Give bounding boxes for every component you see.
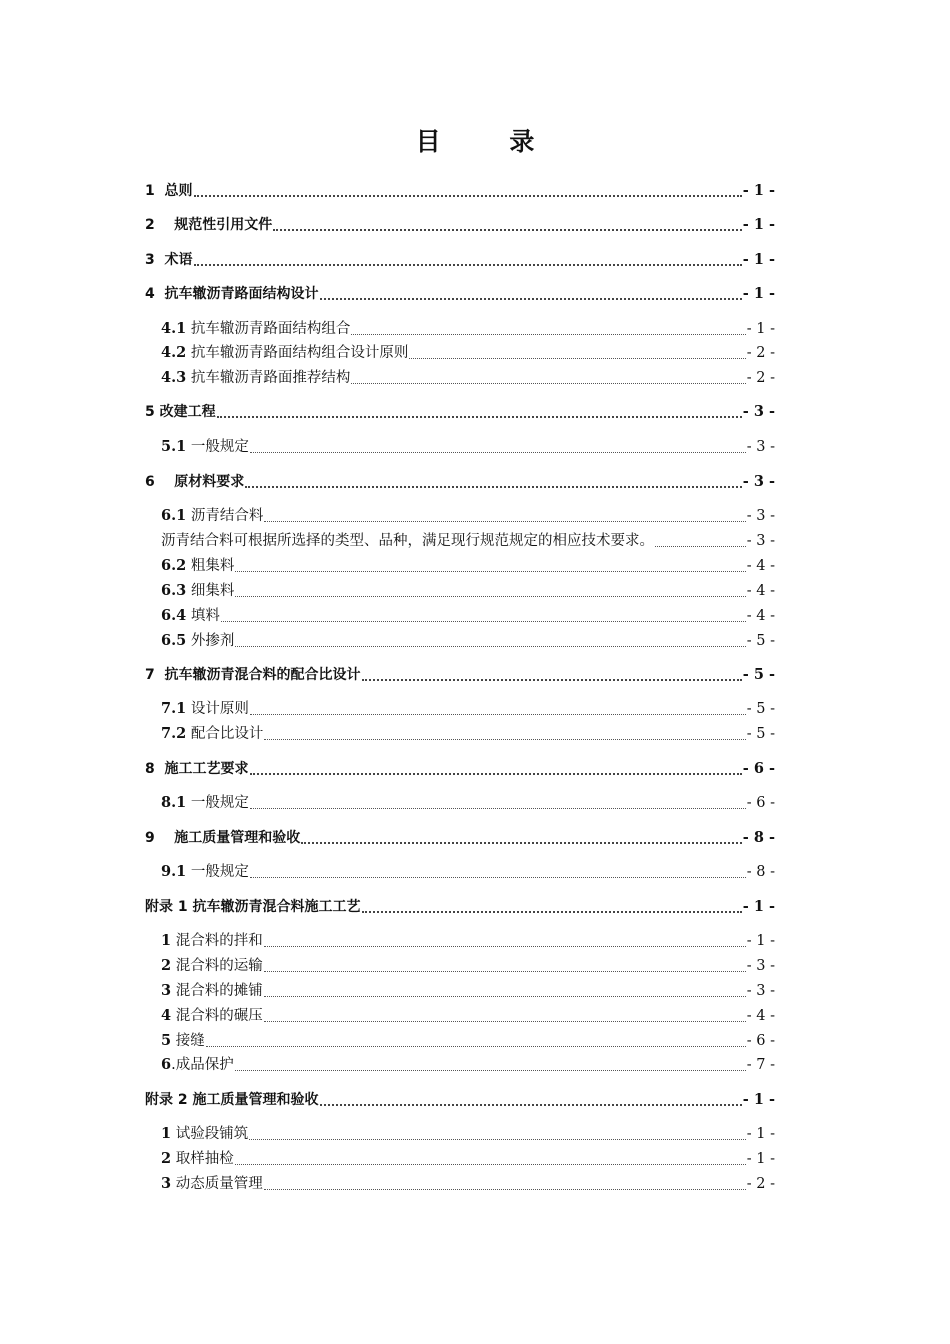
dot-leader xyxy=(264,971,746,972)
toc-entry-label xyxy=(145,401,216,423)
toc-entry[interactable] xyxy=(145,1089,775,1111)
toc-entry-text: 9 施工质量管理和验收 xyxy=(145,830,301,846)
toc-entry[interactable] xyxy=(145,401,775,423)
toc-entry-page: - 3 - xyxy=(746,439,775,455)
dot-leader xyxy=(264,1021,746,1022)
toc-entry-text: 7 抗车辙沥青混合料的配合比设计 xyxy=(145,667,361,683)
toc-entry-label xyxy=(161,1148,234,1170)
toc-entry-page: - 1 - xyxy=(746,933,775,949)
toc-entry-text: 6 原材料要求 xyxy=(145,474,245,490)
toc-entry-number: 1 xyxy=(161,932,172,949)
toc-entry-page: - 1 - xyxy=(746,1126,775,1142)
toc-entry-page: - 1 - xyxy=(742,285,775,302)
dot-leader xyxy=(264,946,746,947)
toc-entry-page: - 4 - xyxy=(746,558,775,574)
toc-entry[interactable] xyxy=(145,249,775,271)
toc-entry-page: - 5 - xyxy=(746,701,775,717)
dot-leader xyxy=(264,1189,746,1190)
toc-entry-page: - 1 - xyxy=(742,1091,775,1108)
toc-entry-page: - 1 - xyxy=(742,216,775,233)
toc-entry-page: - 2 - xyxy=(746,1176,775,1192)
toc-entry-label xyxy=(161,1030,205,1052)
toc-entry-label xyxy=(161,630,234,652)
toc-entry-number: 1 xyxy=(161,1125,172,1142)
dot-leader xyxy=(245,486,742,488)
toc-entry[interactable] xyxy=(145,664,775,686)
dot-leader xyxy=(362,911,742,913)
dot-leader xyxy=(362,679,742,681)
dot-leader xyxy=(409,358,745,359)
toc-entry-page: - 8 - xyxy=(742,829,775,846)
toc-entry[interactable] xyxy=(161,1173,775,1195)
toc-entry-page: - 3 - xyxy=(746,508,775,524)
toc-entry-label xyxy=(145,471,244,493)
toc-entry-page: - 3 - xyxy=(746,983,775,999)
toc-entry-page: - 3 - xyxy=(742,403,775,420)
toc-entry-label xyxy=(145,214,272,236)
dot-leader xyxy=(249,1139,746,1140)
dot-leader xyxy=(206,1046,746,1047)
toc-entry-number: 8.1 xyxy=(161,794,187,811)
toc-entry-label xyxy=(145,758,249,780)
toc-entry[interactable] xyxy=(161,980,775,1002)
toc-entry-label xyxy=(161,723,263,745)
toc-entry-number: 7.2 xyxy=(161,725,187,742)
toc-entry-text: 3 术语 xyxy=(145,252,193,268)
toc-entry-label xyxy=(161,1123,248,1145)
toc-entry-text: 附录 1 抗车辙沥青混合料施工工艺 xyxy=(145,899,361,915)
toc-entry-text: 设计原则 xyxy=(186,701,249,717)
toc-entry-label xyxy=(161,318,350,340)
dot-leader xyxy=(264,521,745,522)
toc-entry[interactable] xyxy=(145,896,775,918)
toc-entry-label xyxy=(161,555,234,577)
toc-entry[interactable] xyxy=(161,698,775,720)
toc-entry-page: - 6 - xyxy=(746,795,775,811)
toc-entry[interactable] xyxy=(161,723,775,745)
toc-entry-label xyxy=(161,505,263,527)
dot-leader xyxy=(194,195,742,197)
toc-entry-text: 动态质量管理 xyxy=(171,1176,263,1192)
toc-entry-page: - 1 - xyxy=(742,182,775,199)
toc-entry-number: 5.1 xyxy=(161,438,187,455)
toc-entry[interactable] xyxy=(145,827,775,849)
toc-entry[interactable] xyxy=(145,471,775,493)
toc-entry[interactable] xyxy=(161,505,775,527)
toc-entry-page: - 3 - xyxy=(746,958,775,974)
toc-entry-page: - 2 - xyxy=(746,345,775,361)
toc-entry-text: 混合料的摊铺 xyxy=(171,983,263,999)
toc-entry-number: 5 xyxy=(161,1032,172,1049)
toc-entry-label xyxy=(161,980,263,1002)
toc-entry-label xyxy=(161,605,220,627)
toc-entry[interactable] xyxy=(161,555,775,577)
toc-entry-text: .成品保护 xyxy=(171,1057,234,1073)
toc-entry-text: 一般规定 xyxy=(186,795,249,811)
toc-entry-text: 抗车辙沥青路面结构组合 xyxy=(186,321,351,337)
toc-entry-text: 试验段铺筑 xyxy=(171,1126,249,1142)
toc-entry-text: 细集料 xyxy=(186,583,235,599)
dot-leader xyxy=(235,1164,746,1165)
toc-entry-number: 4.2 xyxy=(161,344,187,361)
toc-entry[interactable] xyxy=(161,930,775,952)
dot-leader xyxy=(250,808,746,809)
dot-leader xyxy=(273,229,742,231)
toc-entry-number: 6.2 xyxy=(161,557,187,574)
toc-entry[interactable] xyxy=(161,530,775,552)
toc-entry-label xyxy=(145,827,300,849)
toc-entry[interactable] xyxy=(161,955,775,977)
toc-entry-label xyxy=(145,180,193,202)
toc-entry-number: 2 xyxy=(161,957,172,974)
toc-entry[interactable] xyxy=(161,605,775,627)
toc-entry[interactable] xyxy=(145,758,775,780)
toc-entry-page: - 7 - xyxy=(746,1057,775,1073)
toc-entry-number: 9.1 xyxy=(161,863,187,880)
toc-entry-text: 沥青结合料 xyxy=(186,508,264,524)
toc-entry-text: 4 抗车辙沥青路面结构设计 xyxy=(145,286,319,302)
toc-entry-label xyxy=(161,1173,263,1195)
toc-entry-label xyxy=(161,1054,234,1076)
toc-entry-number: 6.3 xyxy=(161,582,187,599)
toc-entry-label xyxy=(161,861,249,883)
toc-entry-page: - 5 - xyxy=(746,726,775,742)
dot-leader xyxy=(264,996,746,997)
toc-entry-text: 外掺剂 xyxy=(186,633,235,649)
toc-entry-text: 附录 2 施工质量管理和验收 xyxy=(145,1092,319,1108)
toc-entry-text: 8 施工工艺要求 xyxy=(145,761,249,777)
toc-entry-text: 混合料的拌和 xyxy=(171,933,263,949)
toc-entry-page: - 4 - xyxy=(746,608,775,624)
toc-entry-text: 5 改建工程 xyxy=(145,404,216,420)
toc-entry-label xyxy=(161,530,654,552)
toc-entry-text: 混合料的碾压 xyxy=(171,1008,263,1024)
toc-entry-number: 6.1 xyxy=(161,507,187,524)
dot-leader xyxy=(250,877,746,878)
toc-entry-label xyxy=(161,342,408,364)
toc-entry-page: - 5 - xyxy=(742,666,775,683)
toc-entry-label xyxy=(145,249,193,271)
dot-leader xyxy=(301,842,742,844)
dot-leader xyxy=(351,334,745,335)
toc-entry-page: - 3 - xyxy=(746,533,775,549)
toc-entry-page: - 1 - xyxy=(742,898,775,915)
toc-entry-label xyxy=(161,792,249,814)
toc-entry-page: - 4 - xyxy=(746,583,775,599)
dot-leader xyxy=(235,571,745,572)
toc-entry[interactable] xyxy=(161,1123,775,1145)
toc-entry-page: - 5 - xyxy=(746,633,775,649)
toc-entry-number: 4.3 xyxy=(161,369,187,386)
toc-entry-page: - 6 - xyxy=(742,760,775,777)
toc-entry-label xyxy=(161,436,249,458)
toc-entry-text: 2 规范性引用文件 xyxy=(145,217,273,233)
toc-entry-text: 1 总则 xyxy=(145,183,193,199)
toc-entry-page: - 1 - xyxy=(746,321,775,337)
toc-entry-number: 3 xyxy=(161,982,172,999)
toc-entry-number: 6.5 xyxy=(161,632,187,649)
toc-entry-page: - 2 - xyxy=(746,370,775,386)
toc-entry-text: 填料 xyxy=(186,608,220,624)
toc-entry-label xyxy=(145,896,361,918)
toc-entry[interactable] xyxy=(161,1030,775,1052)
toc-entry[interactable] xyxy=(161,1005,775,1027)
toc-entry-label xyxy=(161,698,249,720)
toc-entry[interactable] xyxy=(161,792,775,814)
toc-entry-number: 6 xyxy=(161,1056,172,1073)
toc-entry-label xyxy=(145,1089,319,1111)
toc-entry-page: - 4 - xyxy=(746,1008,775,1024)
toc-entry-label xyxy=(145,664,361,686)
toc-entry[interactable] xyxy=(161,861,775,883)
dot-leader xyxy=(235,1070,746,1071)
dot-leader xyxy=(655,546,746,547)
dot-leader xyxy=(320,1104,742,1106)
toc-entry-label xyxy=(161,1005,263,1027)
toc-entry-page: - 1 - xyxy=(742,251,775,268)
dot-leader xyxy=(194,264,742,266)
dot-leader xyxy=(264,739,745,740)
toc-entry-text: 配合比设计 xyxy=(186,726,264,742)
dot-leader xyxy=(320,298,742,300)
toc-entry[interactable] xyxy=(161,342,775,364)
toc-entry[interactable] xyxy=(161,1054,775,1076)
toc-entry-text: 接缝 xyxy=(171,1033,205,1049)
toc-entry-page: - 3 - xyxy=(742,473,775,490)
toc-entry-number: 3 xyxy=(161,1175,172,1192)
toc-entry[interactable] xyxy=(145,214,775,236)
toc-entry[interactable] xyxy=(161,1148,775,1170)
dot-leader xyxy=(250,714,746,715)
toc-entry-text: 抗车辙沥青路面结构组合设计原则 xyxy=(186,345,409,361)
toc-entry-label xyxy=(161,955,263,977)
dot-leader xyxy=(217,416,742,418)
toc-entry-label xyxy=(161,367,350,389)
toc-entry[interactable] xyxy=(161,630,775,652)
toc-entry-text: 一般规定 xyxy=(186,864,249,880)
toc-entry[interactable] xyxy=(161,436,775,458)
toc-entry-page: - 6 - xyxy=(746,1033,775,1049)
toc-entry-number: 6.4 xyxy=(161,607,187,624)
dot-leader xyxy=(221,621,746,622)
toc-entry-text: 沥青结合料可根据所选择的类型、品种，满足现行规范规定的相应技术要求。 xyxy=(161,533,654,549)
toc-entry-page: - 8 - xyxy=(746,864,775,880)
dot-leader xyxy=(250,773,742,775)
toc-entry[interactable] xyxy=(145,283,775,305)
dot-leader xyxy=(351,383,745,384)
toc-entry-text: 混合料的运输 xyxy=(171,958,263,974)
toc-entry-text: 粗集料 xyxy=(186,558,235,574)
dot-leader xyxy=(235,646,745,647)
dot-leader xyxy=(250,452,746,453)
toc-entry[interactable] xyxy=(145,180,775,202)
toc-entry-text: 取样抽检 xyxy=(171,1151,234,1167)
toc-entry-number: 4.1 xyxy=(161,320,187,337)
toc-entry-label xyxy=(161,580,234,602)
toc-entry[interactable] xyxy=(161,367,775,389)
toc-entry-label xyxy=(161,930,263,952)
toc-entry[interactable] xyxy=(161,318,775,340)
toc-entry-number: 7.1 xyxy=(161,700,187,717)
dot-leader xyxy=(235,596,745,597)
toc-entry-label xyxy=(145,283,319,305)
toc-entry[interactable] xyxy=(161,580,775,602)
toc-entry-page: - 1 - xyxy=(746,1151,775,1167)
toc-entry-number: 4 xyxy=(161,1007,172,1024)
toc-entry-text: 一般规定 xyxy=(186,439,249,455)
toc-entry-number: 2 xyxy=(161,1150,172,1167)
toc-entry-text: 抗车辙沥青路面推荐结构 xyxy=(186,370,351,386)
page-title: 目 录 xyxy=(415,127,565,156)
